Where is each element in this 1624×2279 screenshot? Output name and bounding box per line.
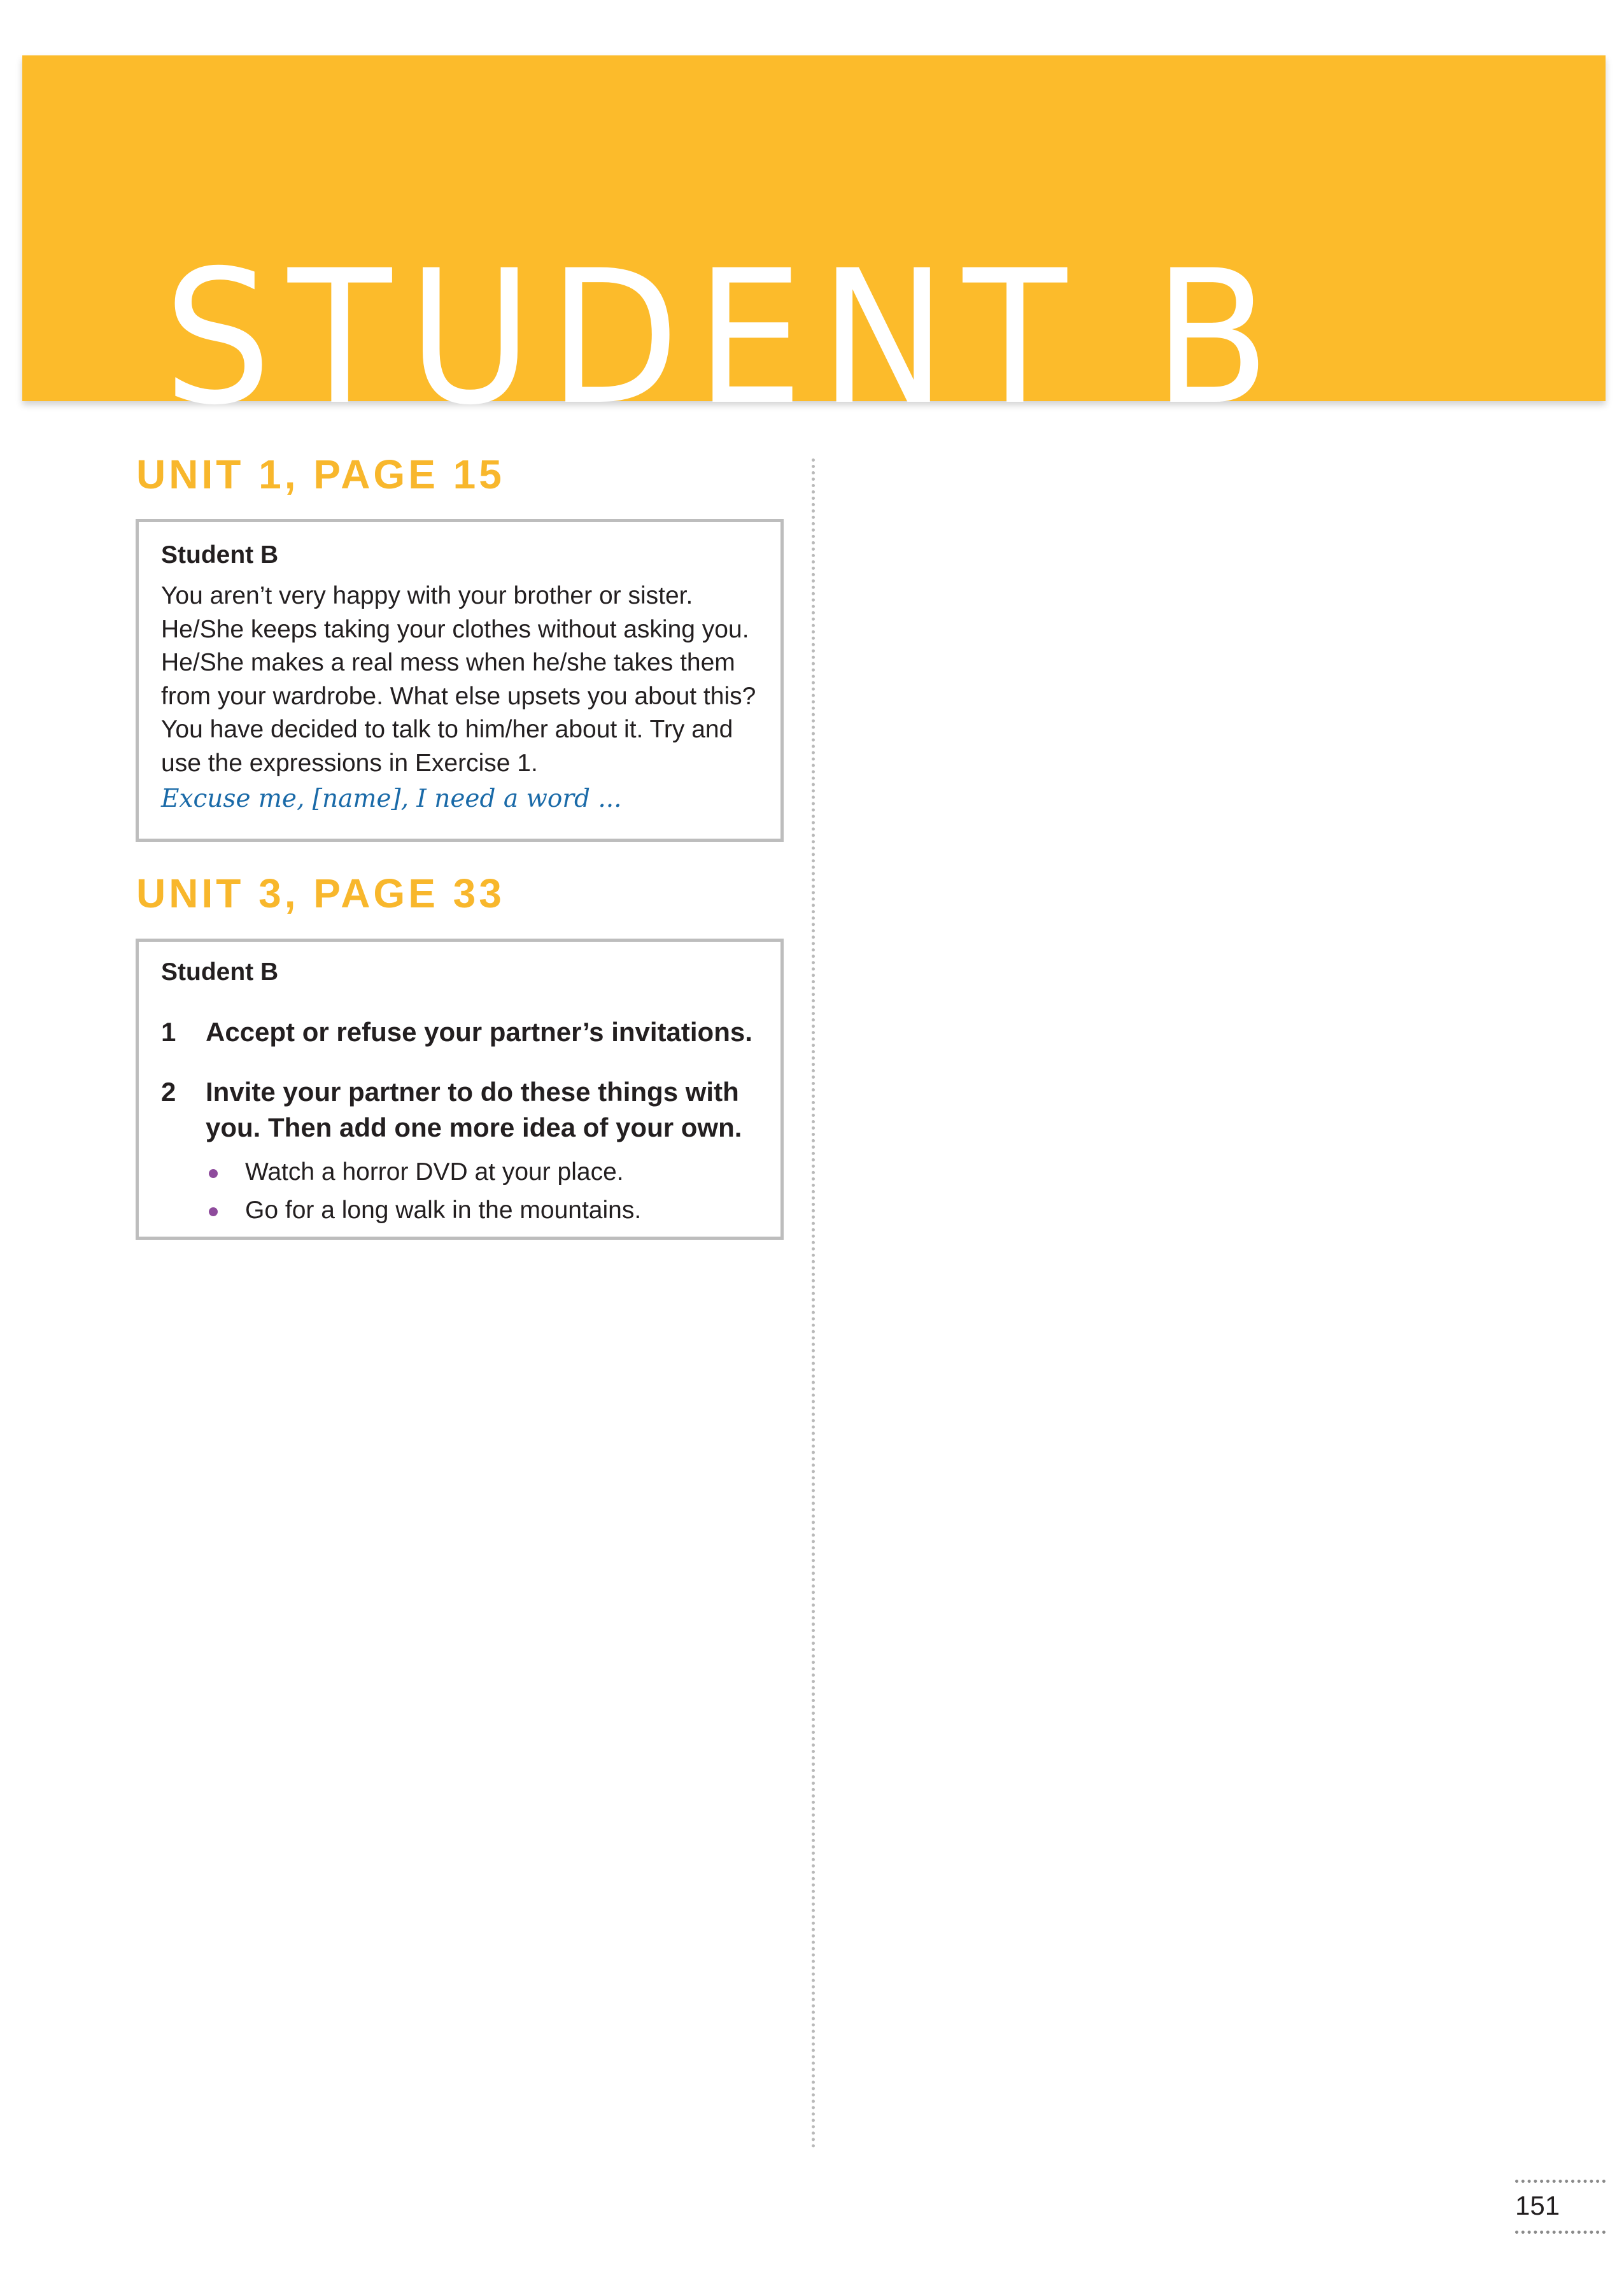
example-phrase: Excuse me, [name], I need a word ...: [161, 785, 622, 813]
box-title: Student B: [161, 541, 279, 569]
box-body: [161, 579, 772, 816]
section-heading-unit-3: UNIT 3, PAGE 33: [136, 870, 505, 916]
body-line: You aren’t very happy with your brother or sister.: [161, 582, 693, 609]
column-divider: [812, 458, 815, 2149]
header-banner: [22, 55, 1606, 446]
instruction-number: 1: [161, 1017, 176, 1047]
page-number-rule-top: [1515, 2180, 1606, 2183]
section-heading-unit-1: UNIT 1, PAGE 15: [136, 451, 505, 497]
page-number-rule-bottom: [1515, 2231, 1606, 2234]
page-title: STUDENT B: [164, 231, 1287, 446]
bullet-icon: [209, 1169, 218, 1178]
body-line: He/She keeps taking your clothes without asking you.: [161, 615, 749, 643]
student-b-box-unit-1: [136, 519, 784, 842]
student-b-box-unit-3: [136, 939, 784, 1240]
instruction-text: Invite your partner to do these things with you. Then add one more idea of your own.: [206, 1077, 742, 1142]
body-line: use the expressions in Exercise 1.: [161, 749, 538, 777]
bullet-item: Go for a long walk in the mountains.: [245, 1196, 642, 1224]
bullet-item: Watch a horror DVD at your place.: [245, 1158, 624, 1186]
body-line: from your wardrobe. What else upsets you about this?: [161, 682, 756, 710]
body-line: He/She makes a real mess when he/she takes them: [161, 649, 735, 676]
instruction-text: Accept or refuse your partner’s invitations.: [206, 1017, 752, 1047]
instruction-number: 2: [161, 1077, 176, 1107]
box-title: Student B: [161, 958, 279, 986]
page-number: 151: [1515, 2190, 1560, 2220]
bullet-icon: [209, 1207, 218, 1216]
body-line: You have decided to talk to him/her about it. Try and: [161, 716, 733, 743]
